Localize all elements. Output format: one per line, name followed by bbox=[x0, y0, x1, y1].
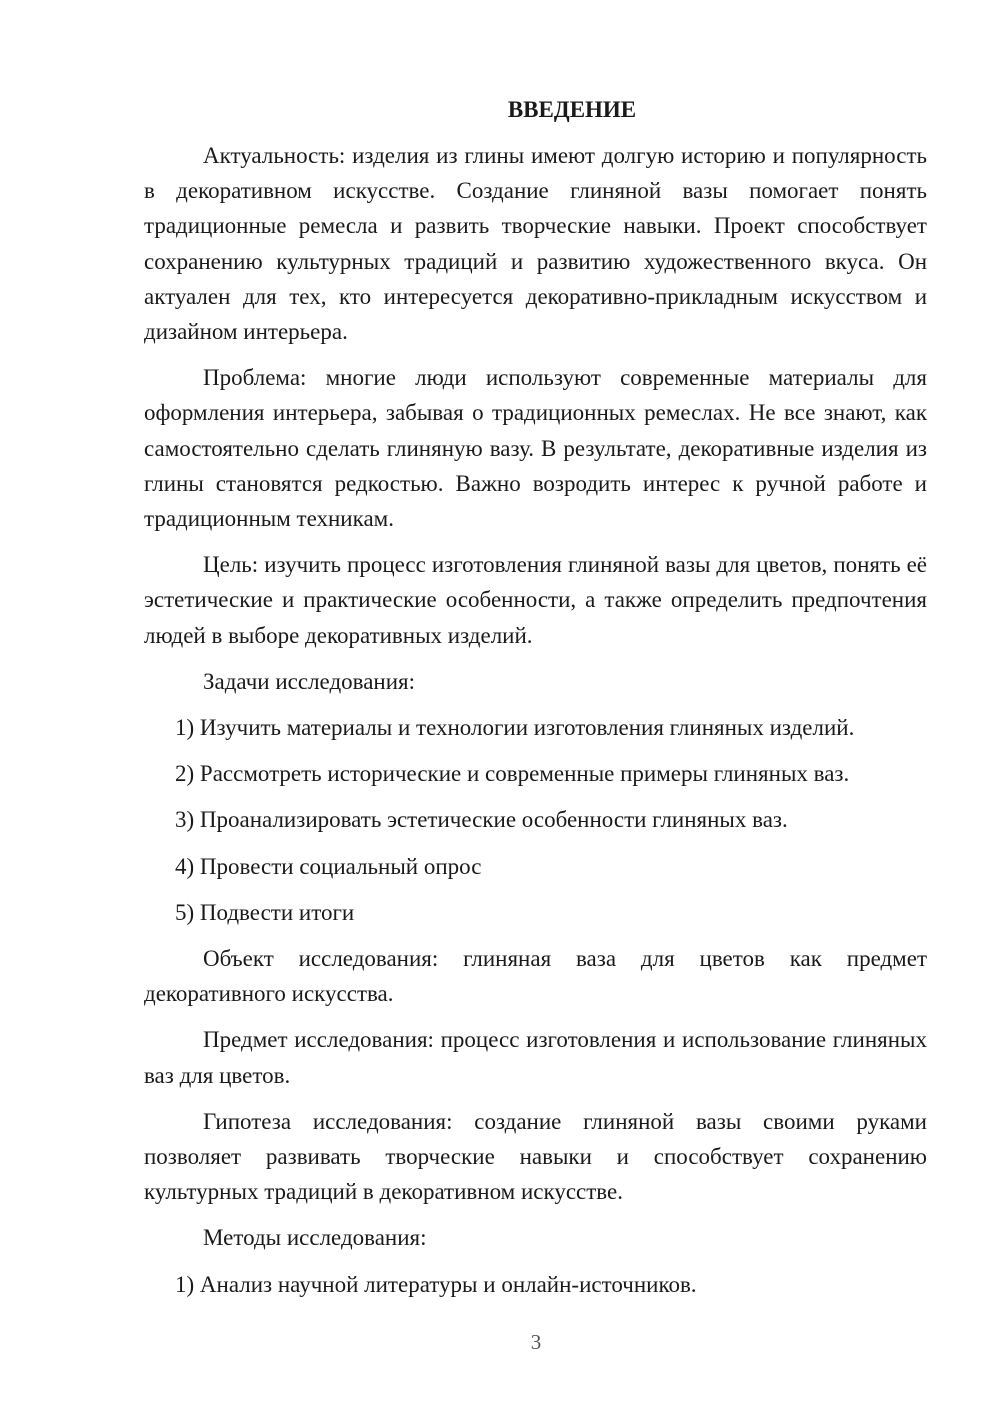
list-item: 3) Проанализировать эстетические особенности глиняных ваз. bbox=[175, 807, 788, 833]
tasks-list bbox=[144, 710, 927, 930]
hypothesis-paragraph: Гипотеза исследования: создание глиняной вазы своими руками позволяет развивать творческие навыки и способствует сохранению культурных традиций в декоративном искусстве. bbox=[144, 1108, 927, 1205]
methods-title: Методы исследования: bbox=[203, 1225, 427, 1251]
goal-paragraph: Цель: изучить процесс изготовления глиняной вазы для цветов, понять её эстетические и практические особенности, а также определить предпочтения людей в выборе декоративных изделий. bbox=[144, 552, 927, 648]
object-paragraph: Объект исследования: глиняная ваза для цветов как предмет декоративного искусства. bbox=[144, 946, 927, 1007]
problem-paragraph: Проблема: многие люди используют современные материалы для оформления интерьера, забывая о традиционных ремеслах. Не все знают, как самостоятельно сделать глиняную вазу. В результате, декоративные изделия из глины становятся редкостью. Важно возродить интерес к ручной работе и традиционным техникам. bbox=[144, 365, 927, 532]
list-item: 1) Анализ научной литературы и онлайн-источников. bbox=[175, 1271, 697, 1297]
page-number: 3 bbox=[530, 1330, 542, 1354]
list-item: 2) Рассмотреть исторические и современные примеры глиняных ваз. bbox=[175, 761, 850, 787]
relevance-paragraph: Актуальность: изделия из глины имеют долгую историю и популярность в декоративном искусстве. Создание глиняной вазы помогает понять традиционные ремесла и развить творческие навыки. Проект способствует сохранению культурных традиций и развитию художественного вкуса. Он актуален для тех, кто интересуется декоративно-прикладным искусством и дизайном интерьера. bbox=[144, 143, 927, 345]
tasks-title: Задачи исследования: bbox=[203, 668, 416, 694]
list-item: 4) Провести социальный опрос bbox=[175, 853, 482, 879]
list-item: 5) Подвести итоги bbox=[175, 899, 355, 925]
document-page bbox=[144, 92, 927, 1313]
subject-paragraph: Предмет исследования: процесс изготовления и использование глиняных ваз для цветов. bbox=[144, 1027, 927, 1088]
page-title: ВВЕДЕНИЕ bbox=[507, 97, 637, 122]
list-item: 1) Изучить материалы и технологии изготовления глиняных изделий. bbox=[175, 715, 855, 741]
methods-list bbox=[144, 1267, 927, 1302]
